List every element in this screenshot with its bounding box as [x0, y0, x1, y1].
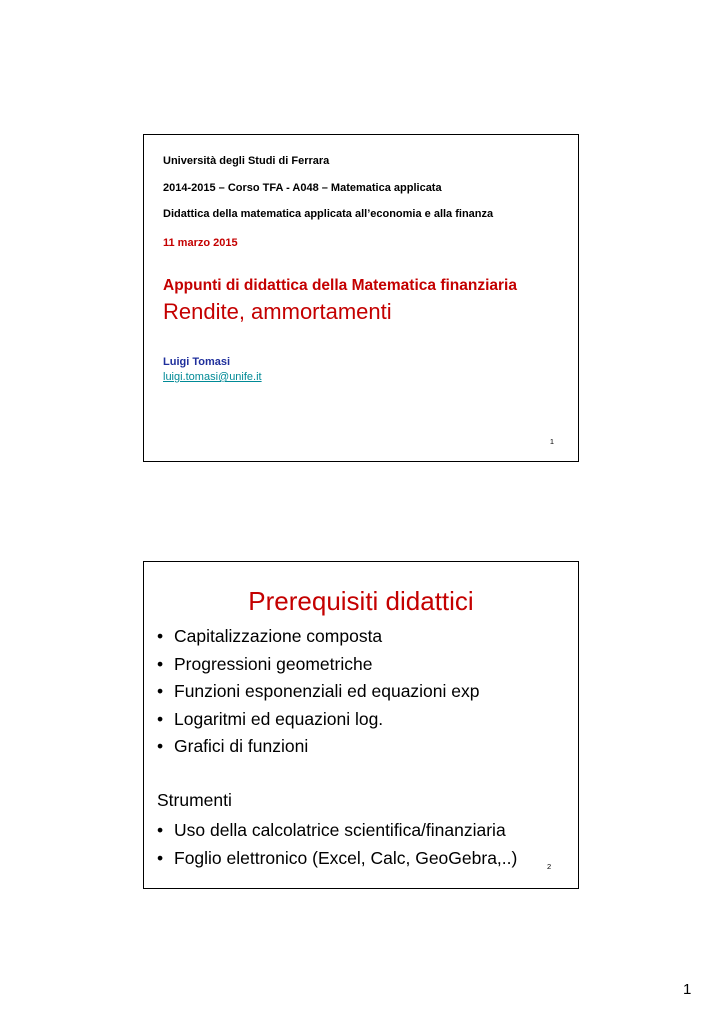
author-name: Luigi Tomasi — [163, 356, 231, 368]
list-item: • Progressioni geometriche — [157, 651, 480, 679]
list-item: • Uso della calcolatrice scientifica/finanziaria — [157, 817, 517, 845]
slide-subtitle: Appunti di didattica della Matematica finanziaria — [163, 277, 517, 294]
slide-title: Rendite, ammortamenti — [163, 299, 392, 324]
slide-1 — [143, 134, 579, 462]
list-item: • Foglio elettronico (Excel, Calc, GeoGebra,..) — [157, 845, 517, 873]
slide-title: Prerequisiti didattici — [248, 586, 474, 616]
course-line: 2014-2015 – Corso TFA - A048 – Matematica applicata — [163, 182, 442, 194]
tools-list — [157, 817, 517, 872]
list-item: • Funzioni esponenziali ed equazioni exp — [157, 678, 480, 706]
author-email-link[interactable]: luigi.tomasi@unife.it — [163, 371, 262, 383]
slide-number: 1 — [549, 437, 554, 446]
list-item: • Grafici di funzioni — [157, 733, 480, 761]
tools-heading: Strumenti — [157, 790, 232, 810]
date: 11 marzo 2015 — [163, 237, 238, 249]
slide-number: 2 — [547, 862, 552, 871]
university-name: Università degli Studi di Ferrara — [163, 155, 330, 167]
course-topic: Didattica della matematica applicata all’economia e alla finanza — [163, 208, 494, 220]
slide-2 — [143, 561, 579, 889]
prerequisites-list — [157, 623, 480, 761]
page-number: 1 — [683, 981, 692, 998]
list-item: • Logaritmi ed equazioni log. — [157, 706, 480, 734]
list-item: • Capitalizzazione composta — [157, 623, 480, 651]
